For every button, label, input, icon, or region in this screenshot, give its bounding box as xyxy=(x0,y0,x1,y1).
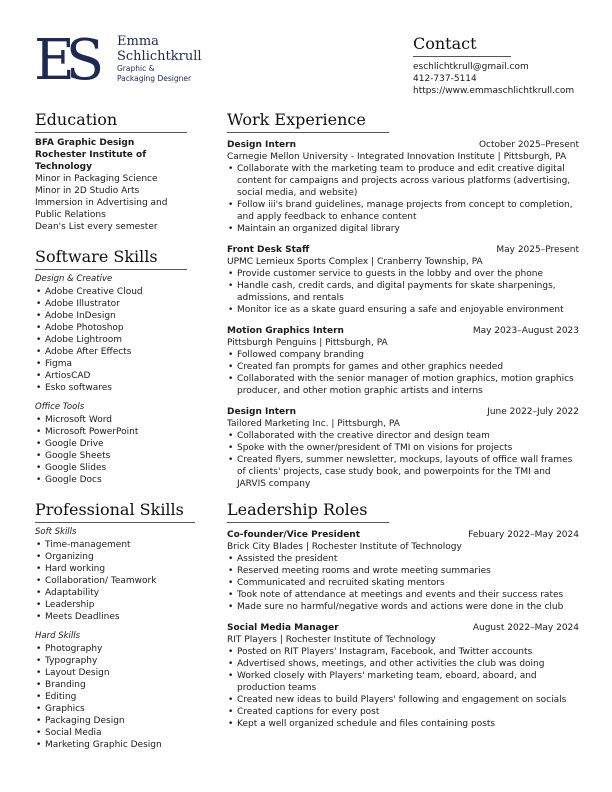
list-item: • Adobe Creative Cloud xyxy=(35,286,200,298)
job-bullet: • Followed company branding xyxy=(227,349,579,361)
list-item: • Graphics xyxy=(35,703,200,715)
hard-skills-list xyxy=(35,643,200,751)
job-bullet: • Collaborated with the senior manager of motion graphics, motion graphics producer, and other motion graphic artists and interns xyxy=(227,373,579,397)
role-entry xyxy=(227,622,579,730)
list-item: • Social Media xyxy=(35,727,200,739)
job-title: Design Intern xyxy=(227,407,297,417)
role-org: Brick City Blades | Rochester Institute of Technology xyxy=(227,542,462,552)
software-divider xyxy=(35,269,187,270)
work-divider xyxy=(227,132,389,133)
education-divider xyxy=(35,132,187,133)
role-bullet: • Created new ideas to build Players' following and engagement on socials xyxy=(227,694,579,706)
role-line-1: Graphic & xyxy=(117,64,155,73)
right-column xyxy=(227,110,579,740)
role-dates: August 2022–May 2024 xyxy=(472,623,579,633)
job-org: Tailored Marketing Inc. | Pittsburgh, PA xyxy=(227,419,400,429)
soft-skills-list xyxy=(35,539,200,623)
job-title: Front Desk Staff xyxy=(227,245,310,255)
left-column xyxy=(35,110,200,761)
logo-name-block xyxy=(117,34,227,83)
contact-section xyxy=(413,34,603,97)
job-bullet: • Collaborate with the marketing team to produce and edit creative digital content for campaigns and projects across various platforms (advertising, social media, and website) xyxy=(227,163,579,199)
list-item: • Adobe InDesign xyxy=(35,310,200,322)
job-entry xyxy=(227,325,579,397)
role-title: Co-founder/Vice President xyxy=(227,530,361,540)
list-item: • Adobe Photoshop xyxy=(35,322,200,334)
education-line: Public Relations xyxy=(35,210,106,220)
job-entry xyxy=(227,139,579,235)
list-item: • Microsoft Word xyxy=(35,414,200,426)
job-entry xyxy=(227,244,579,316)
list-item: • Organizing xyxy=(35,551,200,563)
email-link[interactable]: eschlichtkrull@gmail.com xyxy=(413,62,529,72)
education-line: Dean's List every semester xyxy=(35,222,158,232)
job-org: UPMC Lemieux Sports Complex | Cranberry Township, PA xyxy=(227,257,483,267)
job-entry xyxy=(227,406,579,490)
list-item: • Typography xyxy=(35,655,200,667)
list-item: • Hard working xyxy=(35,563,200,575)
professional-skills-heading: Professional Skills xyxy=(35,500,184,519)
role-line-2: Packaging Designer xyxy=(117,73,192,83)
job-bullet: • Handle cash, credit cards, and digital payments for skate sharpenings, admissions, and rentals xyxy=(227,280,579,304)
job-title: Design Intern xyxy=(227,140,297,150)
last-name: Schlichtkrull xyxy=(117,49,202,64)
professional-skills-section xyxy=(35,500,200,751)
list-item: • Google Sheets xyxy=(35,450,200,462)
education-line: Minor in Packaging Science xyxy=(35,174,158,184)
leadership-heading: Leadership Roles xyxy=(227,500,368,519)
list-item: • Adobe Illustrator xyxy=(35,298,200,310)
list-item: • Layout Design xyxy=(35,667,200,679)
list-item: • Adobe Lightroom xyxy=(35,334,200,346)
role-bullet: • Reserved meeting rooms and wrote meeting summaries xyxy=(227,565,579,577)
job-bullet: • Monitor ice as a skate guard ensuring a safe and enjoyable environment xyxy=(227,304,579,316)
job-dates: June 2022–July 2022 xyxy=(487,407,579,417)
list-item: • Google Drive xyxy=(35,438,200,450)
list-item: • Esko softwares xyxy=(35,382,200,394)
leadership-section xyxy=(227,500,579,730)
role-entry xyxy=(227,529,579,613)
contact-divider xyxy=(413,56,511,57)
list-item: • Google Slides xyxy=(35,462,200,474)
job-bullet: • Provide customer service to guests in the lobby and over the phone xyxy=(227,268,579,280)
design-tools-list xyxy=(35,286,200,394)
skill-group-title: Soft Skills xyxy=(35,527,77,537)
job-bullet: • Spoke with the owner/president of TMI on visions for projects xyxy=(227,442,579,454)
skill-group-title: Office Tools xyxy=(35,402,85,412)
degree: BFA Graphic Design xyxy=(35,138,135,148)
job-bullet: • Created fan prompts for games and other graphics needed xyxy=(227,361,579,373)
role-dates: Febuary 2022–May 2024 xyxy=(468,530,579,540)
leadership-divider xyxy=(227,522,389,523)
education-heading: Education xyxy=(35,110,118,129)
list-item: • Photography xyxy=(35,643,200,655)
job-bullet: • Maintain an organized digital library xyxy=(227,223,579,235)
list-item: • Collaboration/ Teamwork xyxy=(35,575,200,587)
list-item: • Figma xyxy=(35,358,200,370)
role-bullet: • Kept a well organized schedule and files containing posts xyxy=(227,718,579,730)
logo-monogram: ES xyxy=(34,28,96,93)
job-bullet: • Created flyers, summer newsletter, mockups, layouts of office wall frames of clients' projects, case study book, and powerpoints for the TMI and JARVIS company xyxy=(227,454,579,490)
role-bullet: • Created captions for every post xyxy=(227,706,579,718)
list-item: • Packaging Design xyxy=(35,715,200,727)
role-org: RIT Players | Rochester Institute of Technology xyxy=(227,635,436,645)
work-experience-heading: Work Experience xyxy=(227,110,366,129)
job-title: Motion Graphics Intern xyxy=(227,326,344,336)
job-org: Pittsburgh Penguins | Pittsburgh, PA xyxy=(227,338,388,348)
job-dates: October 2025–Present xyxy=(478,140,579,150)
job-bullet: • Collaborated with the creative director and design team xyxy=(227,430,579,442)
phone-number: 412-737-5114 xyxy=(413,74,477,84)
work-experience-section xyxy=(227,110,579,490)
education-line: Immersion in Advertising and xyxy=(35,198,168,208)
role-bullet: • Assisted the president xyxy=(227,553,579,565)
job-org: Carnegie Mellon University - Integrated Innovation Institute | Pittsburgh, PA xyxy=(227,152,567,162)
education-section xyxy=(35,110,200,233)
list-item: • Adaptability xyxy=(35,587,200,599)
software-skills-heading: Software Skills xyxy=(35,247,158,266)
contact-heading: Contact xyxy=(413,34,477,53)
list-item: • Marketing Graphic Design xyxy=(35,739,200,751)
office-tools-list xyxy=(35,414,200,486)
job-dates: May 2023–August 2023 xyxy=(472,326,579,336)
list-item: • Google Docs xyxy=(35,474,200,486)
website-link[interactable]: https://www.emmaschlichtkrull.com xyxy=(413,86,575,96)
role-bullet: • Took note of attendance at meetings and events and their success rates xyxy=(227,589,579,601)
professional-divider xyxy=(35,522,195,523)
list-item: • Editing xyxy=(35,691,200,703)
list-item: • Microsoft PowerPoint xyxy=(35,426,200,438)
education-line: Minor in 2D Studio Arts xyxy=(35,186,140,196)
role-bullet: • Communicated and recruited skating mentors xyxy=(227,577,579,589)
skill-group-title: Design & Creative xyxy=(35,274,113,284)
list-item: • Branding xyxy=(35,679,200,691)
list-item: • Adobe After Effects xyxy=(35,346,200,358)
role-bullet: • Advertised shows, meetings, and other activities the club was doing xyxy=(227,658,579,670)
school: Rochester Institute of Technology xyxy=(35,150,147,172)
first-name: Emma xyxy=(117,34,159,49)
role-bullet: • Worked closely with Players' marketing team, eboard, aboard, and production teams xyxy=(227,670,579,694)
list-item: • Time-management xyxy=(35,539,200,551)
role-bullet: • Made sure no harmful/negative words and actions were done in the club xyxy=(227,601,579,613)
job-bullet: • Follow iii's brand guidelines, manage projects from concept to completion, and apply feedback to enhance content xyxy=(227,199,579,223)
role-title: Social Media Manager xyxy=(227,623,339,633)
role-bullet: • Posted on RIT Players' Instagram, Facebook, and Twitter accounts xyxy=(227,646,579,658)
list-item: • ArtiosCAD xyxy=(35,370,200,382)
skill-group-title: Hard Skills xyxy=(35,631,81,641)
job-dates: May 2025–Present xyxy=(496,245,579,255)
list-item: • Meets Deadlines xyxy=(35,611,200,623)
list-item: • Leadership xyxy=(35,599,200,611)
software-skills-section xyxy=(35,247,200,486)
